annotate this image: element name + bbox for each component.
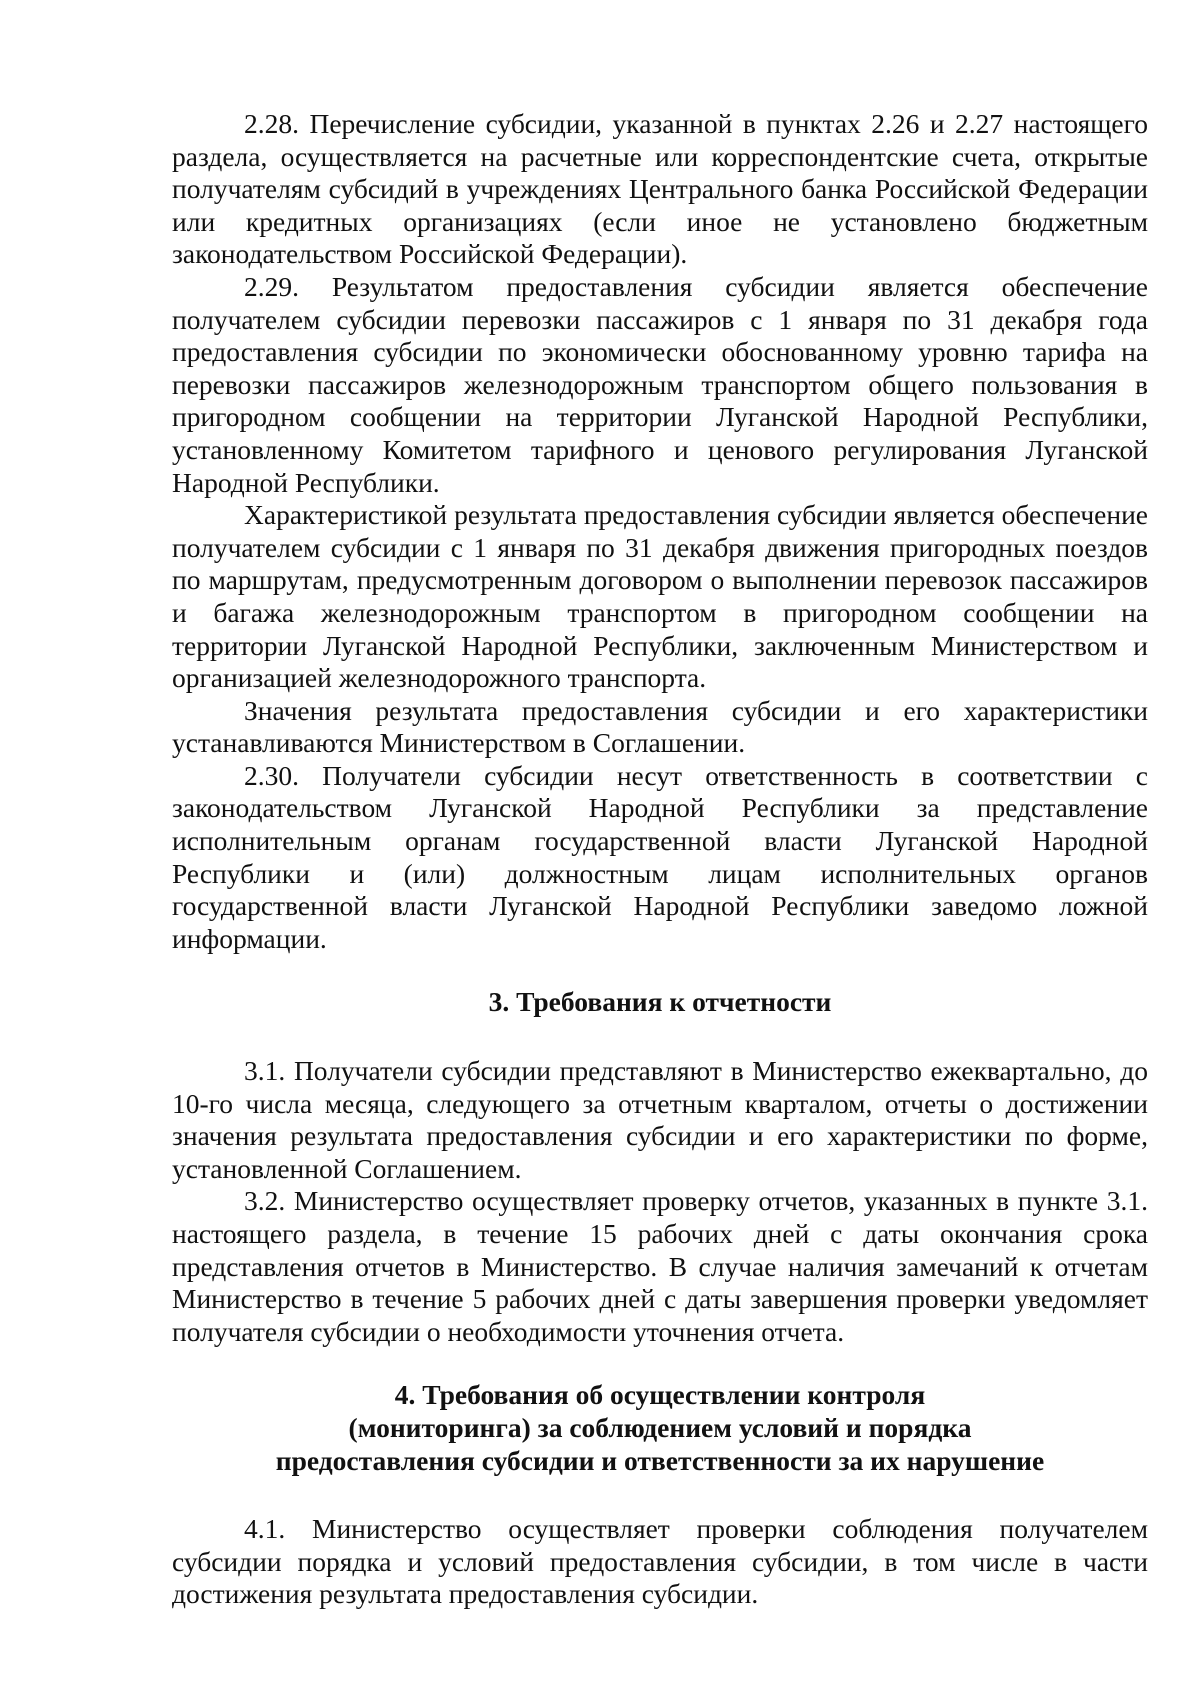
paragraph-2-30: 2.30. Получатели субсидии несут ответственность в соответствии с законодательством Луганской Народной Республики за представление исполнительным органам государственной власти Луганской Народной Республики и (или) должностным лицам исполнительных органов государственной власти Луганской Народной Республики заведомо ложной информации. (172, 759, 1148, 954)
paragraph-3-2: 3.2. Министерство осуществляет проверку отчетов, указанных в пункте 3.1. настоящего раздела, в течение 15 рабочих дней с даты окончания срока представления отчетов в Министерство. В случае наличия замечаний к отчетам Министерство в течение 5 рабочих дней с даты завершения проверки уведомляет получателя субсидии о необходимости уточнения отчета. (172, 1185, 1148, 1347)
paragraph-2-29: 2.29. Результатом предоставления субсидии является обеспечение получателем субсидии перевозки пассажиров с 1 января по 31 декабря года предоставления субсидии по экономически обоснованному уровню тарифа на перевозки пассажиров железнодорожным транспортом общего пользования в пригородном сообщении на территории Луганской Народной Республики, установленному Комитетом тарифного и ценового регулирования Луганской Народной Республики. (172, 270, 1148, 498)
paragraph-2-28: 2.28. Перечисление субсидии, указанной в пунктах 2.26 и 2.27 настоящего раздела, осуществляется на расчетные или корреспондентские счета, открытые получателям субсидий в учреждениях Центрального банка Российской Федерации или кредитных организациях (если иное не установлено бюджетным законодательством Российской Федерации). (172, 108, 1148, 270)
section-4-heading-line-2: (мониторинга) за соблюдением условий и порядка (348, 1411, 972, 1443)
section-4-heading (172, 1379, 1148, 1477)
paragraph-4-1: 4.1. Министерство осуществляет проверки соблюдения получателем субсидии порядка и условий предоставления субсидии, в том числе в части достижения результата предоставления субсидии. (172, 1513, 1148, 1610)
paragraph-2-29-values: Значения результата предоставления субсидии и его характеристики устанавливаются Министерством в Соглашении. (172, 694, 1148, 759)
document-page (172, 108, 1148, 1611)
paragraph-2-29-characteristic: Характеристикой результата предоставления субсидии является обеспечение получателем субсидии с 1 января по 31 декабря движения пригородных поездов по маршрутам, предусмотренным договором о выполнении перевозок пассажиров и багажа железнодорожным транспортом в пригородном сообщении на территории Луганской Народной Республики, заключенным Министерством и организацией железнодорожного транспорта. (172, 499, 1148, 694)
paragraph-3-1: 3.1. Получатели субсидии представляют в Министерство ежеквартально, до 10-го числа месяца, следующего за отчетным кварталом, отчеты о достижении значения результата предоставления субсидии и его характеристики по форме, установленной Соглашением. (172, 1055, 1148, 1184)
section-4-heading-line-3: предоставления субсидии и ответственности за их нарушение (275, 1444, 1045, 1476)
section-4-heading-line-1: 4. Требования об осуществлении контроля (394, 1379, 926, 1411)
section-3-heading: 3. Требования к отчетности (488, 986, 832, 1018)
